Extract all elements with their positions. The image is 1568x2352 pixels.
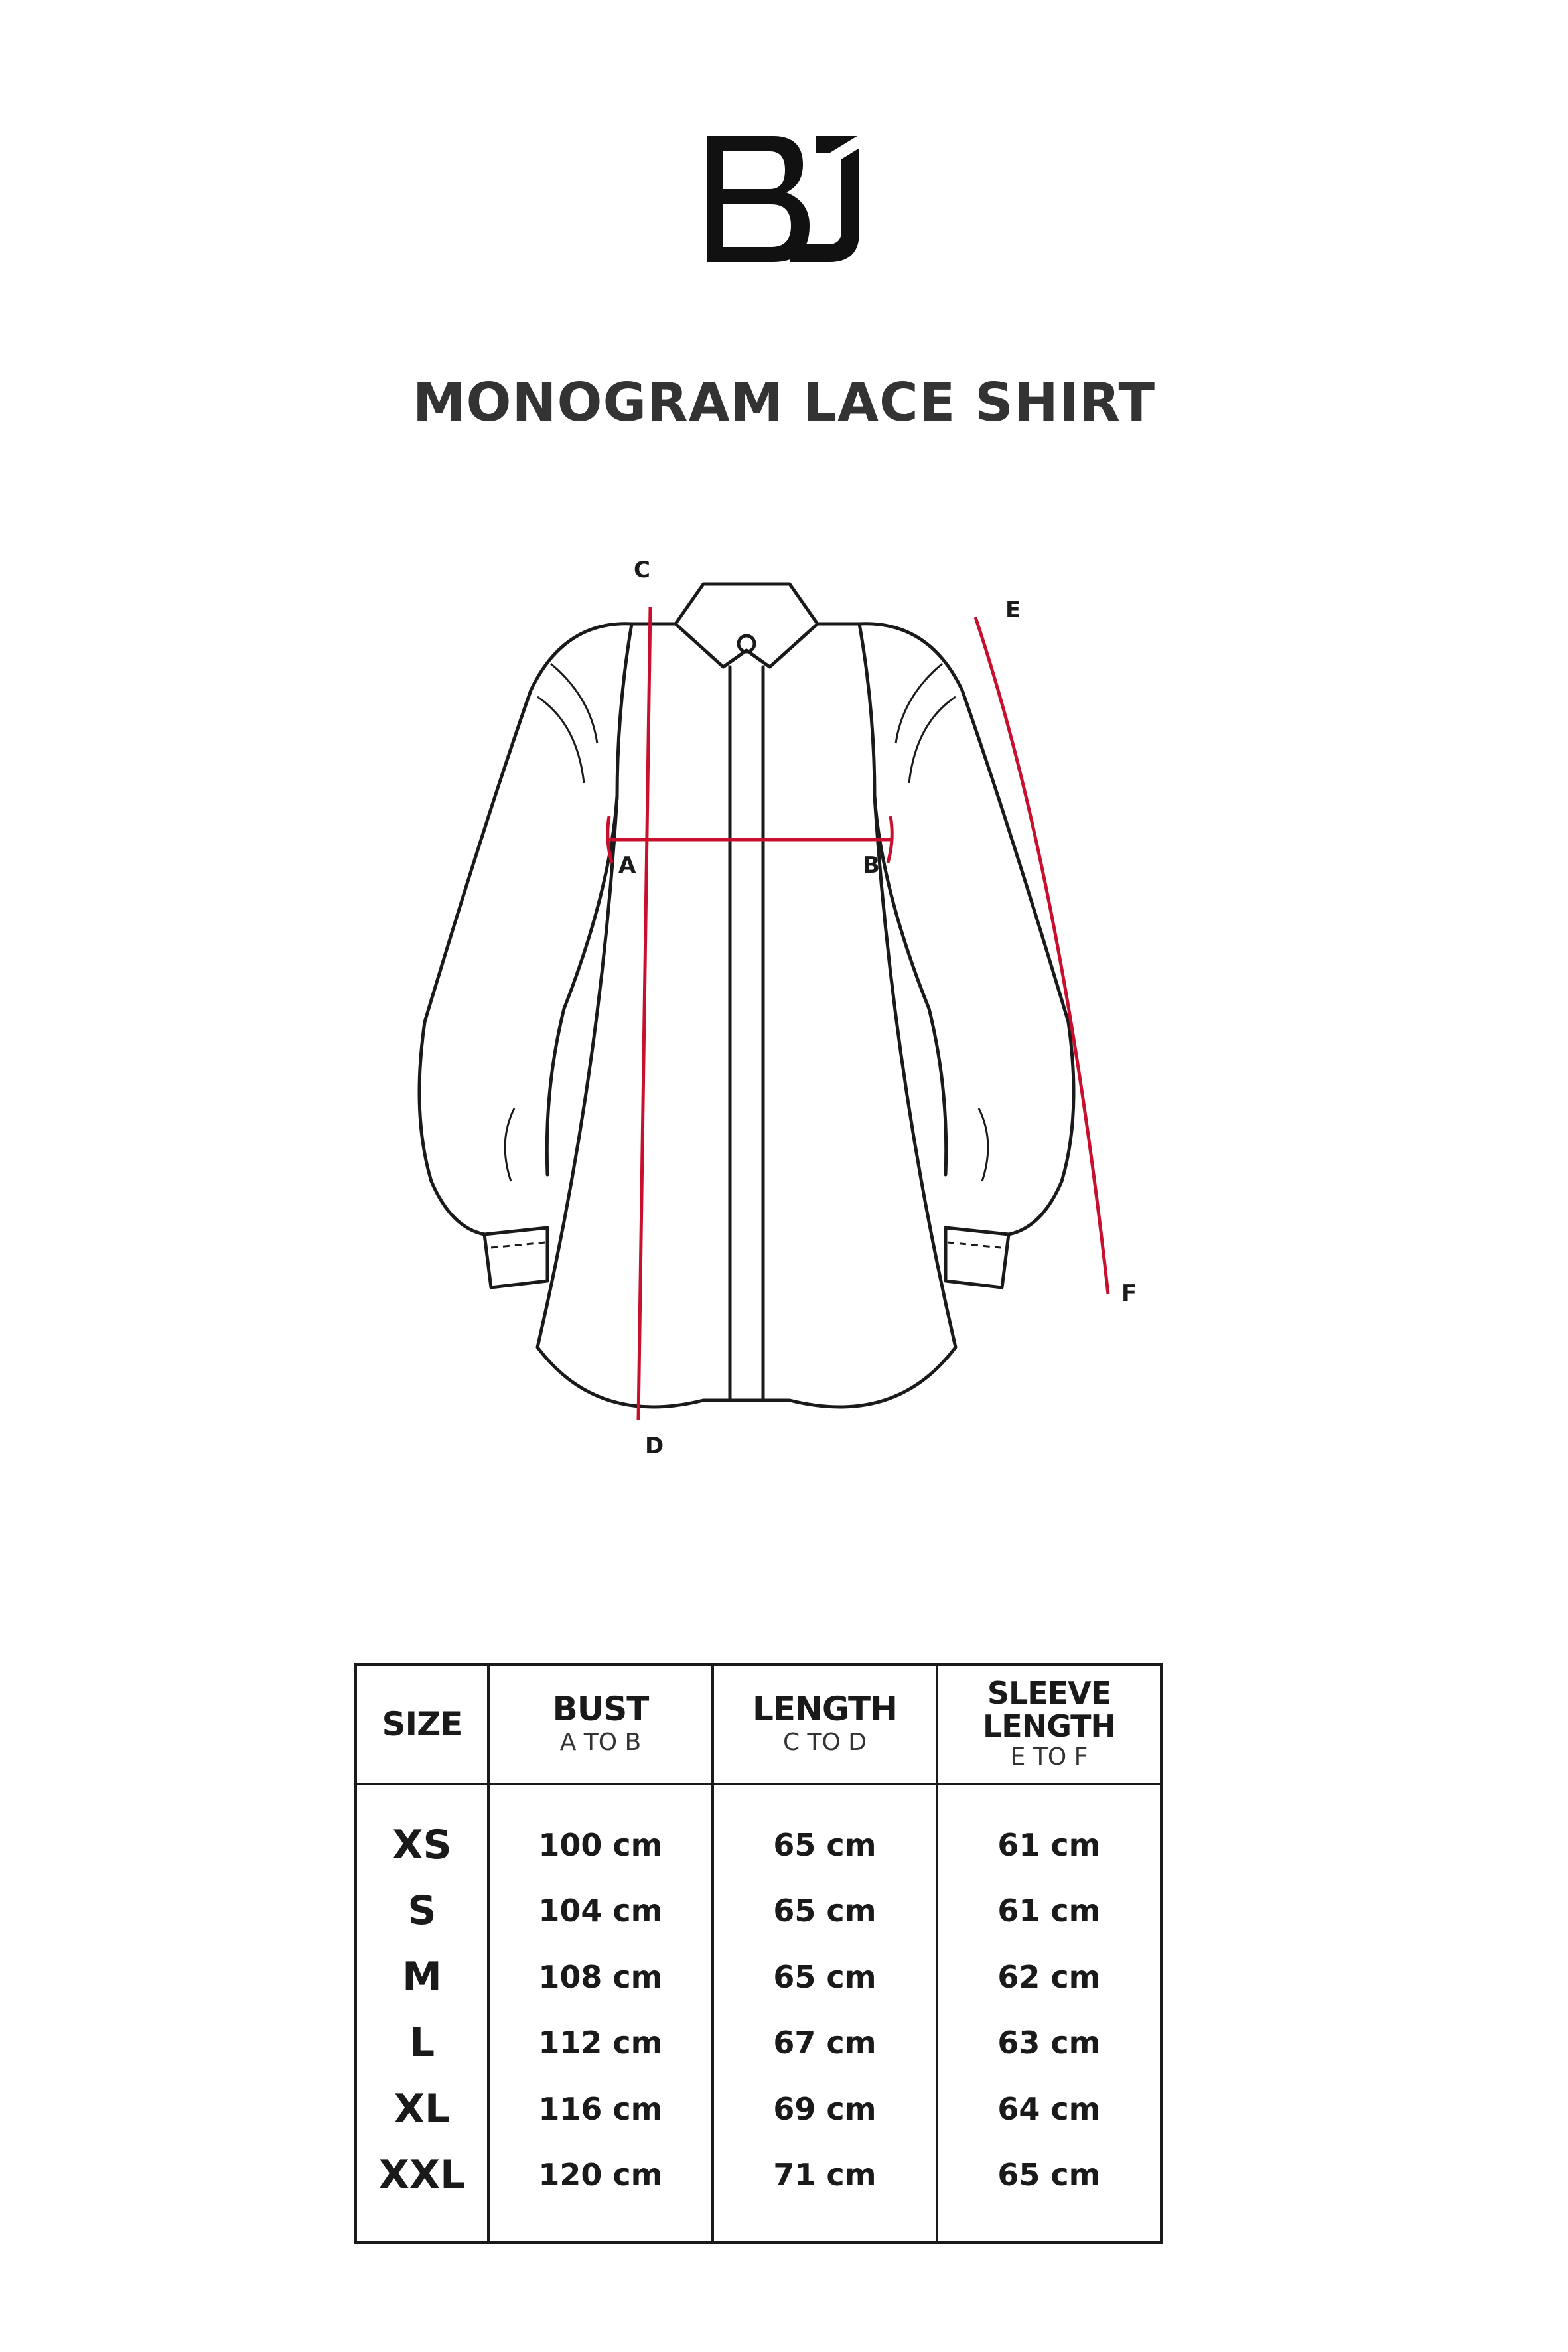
- page-title: MONOGRAM LACE SHIRT: [412, 372, 1156, 433]
- size-cell: S: [356, 1878, 488, 1944]
- bust-cell: 104 cm: [488, 1878, 713, 1944]
- length-cell: 65 cm: [713, 1784, 937, 1878]
- size-cell: M: [356, 1944, 488, 2010]
- table-row: [356, 2010, 1161, 2075]
- label-c: C: [634, 557, 650, 583]
- sleeve-cell: 63 cm: [937, 2010, 1161, 2075]
- size-chart-table: [354, 1663, 1163, 2244]
- label-a: A: [618, 852, 636, 879]
- label-f: F: [1121, 1280, 1137, 1307]
- bust-cell: 120 cm: [488, 2142, 713, 2242]
- size-cell: XXL: [356, 2142, 488, 2242]
- length-cell: 71 cm: [713, 2142, 937, 2242]
- table-row: [356, 2076, 1161, 2142]
- sleeve-cell: 65 cm: [937, 2142, 1161, 2242]
- length-cell: 65 cm: [713, 1878, 937, 1944]
- label-e: E: [1005, 597, 1021, 623]
- bust-cell: 116 cm: [488, 2076, 713, 2142]
- label-b: B: [863, 852, 880, 879]
- sleeve-cell: 62 cm: [937, 1944, 1161, 2010]
- length-cell: 69 cm: [713, 2076, 937, 2142]
- sleeve-cell: 61 cm: [937, 1878, 1161, 1944]
- table-row: [356, 1944, 1161, 2010]
- length-cell: 67 cm: [713, 2010, 937, 2075]
- header-sleeve-length: SLEEVE LENGTH E TO F: [937, 1664, 1161, 1784]
- size-cell: XS: [356, 1784, 488, 1878]
- length-cell: 65 cm: [713, 1944, 937, 2010]
- size-cell: XL: [356, 2076, 488, 2142]
- table-header-row: [356, 1664, 1161, 1784]
- table-row: [356, 1784, 1161, 1878]
- bust-cell: 100 cm: [488, 1784, 713, 1878]
- sleeve-cell: 64 cm: [937, 2076, 1161, 2142]
- label-d: D: [645, 1433, 664, 1459]
- bj-monogram-logo-icon: [703, 133, 863, 265]
- size-cell: L: [356, 2010, 488, 2075]
- sleeve-cell: 61 cm: [937, 1784, 1161, 1878]
- header-bust: BUST A TO B: [488, 1664, 713, 1784]
- bust-cell: 112 cm: [488, 2010, 713, 2075]
- shirt-measurement-diagram: [398, 544, 1194, 1473]
- header-size: SIZE: [356, 1664, 488, 1784]
- header-length: LENGTH C TO D: [713, 1664, 937, 1784]
- table-row: [356, 2142, 1161, 2242]
- table-row: [356, 1878, 1161, 1944]
- bust-cell: 108 cm: [488, 1944, 713, 2010]
- measurement-lines: [608, 607, 1108, 1420]
